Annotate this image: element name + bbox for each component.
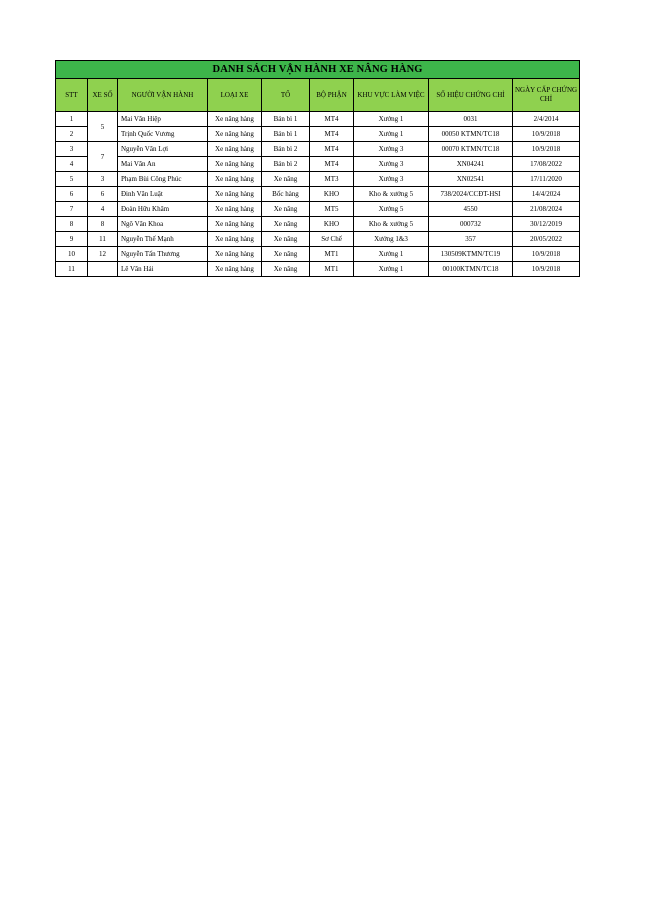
cell-stt: 5 (56, 172, 88, 187)
cell-khu-vuc: Xưởng 5 (354, 202, 429, 217)
cell-stt: 4 (56, 157, 88, 172)
cell-khu-vuc: Xưởng 3 (354, 157, 429, 172)
cell-bo-phan: MT4 (310, 142, 354, 157)
cell-name: Đinh Văn Luật (118, 187, 208, 202)
cell-to: Xe nâng (262, 172, 310, 187)
cell-loai-xe: Xe nâng hàng (208, 127, 262, 142)
cell-to: Xe nâng (262, 247, 310, 262)
cell-to: Bán bì 2 (262, 157, 310, 172)
table-row (56, 232, 580, 247)
cell-loai-xe: Xe nâng hàng (208, 247, 262, 262)
cell-xe-so: 4 (88, 202, 118, 217)
cell-ngay-cap: 17/08/2022 (513, 157, 580, 172)
cell-khu-vuc: Xưởng 3 (354, 172, 429, 187)
cell-khu-vuc: Xưởng 1 (354, 247, 429, 262)
cell-bo-phan: MT4 (310, 127, 354, 142)
cell-bo-phan: Sơ Chế (310, 232, 354, 247)
cell-ngay-cap: 17/11/2020 (513, 172, 580, 187)
cell-bo-phan: MT5 (310, 202, 354, 217)
cell-stt: 2 (56, 127, 88, 142)
cell-loai-xe: Xe nâng hàng (208, 262, 262, 277)
header-nguoi-van-hanh: NGƯỜI VẬN HÀNH (118, 79, 208, 112)
cell-name: Đoàn Hữu Khâm (118, 202, 208, 217)
cell-so-hieu: 0031 (429, 112, 513, 127)
cell-to: Bốc hàng (262, 187, 310, 202)
cell-ngay-cap: 21/08/2024 (513, 202, 580, 217)
cell-bo-phan: KHO (310, 187, 354, 202)
header-xe-so: XE SỐ (88, 79, 118, 112)
cell-khu-vuc: Xưởng 1 (354, 262, 429, 277)
cell-so-hieu: 357 (429, 232, 513, 247)
cell-so-hieu: XN02541 (429, 172, 513, 187)
cell-loai-xe: Xe nâng hàng (208, 112, 262, 127)
cell-stt: 3 (56, 142, 88, 157)
cell-ngay-cap: 2/4/2014 (513, 112, 580, 127)
spreadsheet-page (55, 60, 579, 277)
table-row (56, 247, 580, 262)
cell-name: Mai Văn Hiệp (118, 112, 208, 127)
header-bo-phan: BỘ PHẬN (310, 79, 354, 112)
cell-bo-phan: MT3 (310, 172, 354, 187)
cell-name: Mai Văn An (118, 157, 208, 172)
table-row (56, 262, 580, 277)
cell-xe-so (88, 262, 118, 277)
table-row (56, 127, 580, 142)
cell-name: Nguyễn Thế Mạnh (118, 232, 208, 247)
cell-xe-so: 5 (88, 112, 118, 142)
cell-stt: 10 (56, 247, 88, 262)
cell-khu-vuc: Xưởng 1 (354, 112, 429, 127)
cell-name: Nguyễn Tấn Thương (118, 247, 208, 262)
header-row (56, 79, 580, 112)
cell-bo-phan: MT4 (310, 112, 354, 127)
cell-to: Xe nâng (262, 262, 310, 277)
cell-stt: 7 (56, 202, 88, 217)
header-stt: STT (56, 79, 88, 112)
cell-khu-vuc: Xưởng 1 (354, 127, 429, 142)
table-row (56, 157, 580, 172)
cell-loai-xe: Xe nâng hàng (208, 217, 262, 232)
cell-stt: 8 (56, 217, 88, 232)
header-khu-vuc: KHU VỰC LÀM VIỆC (354, 79, 429, 112)
header-so-hieu: SỐ HIỆU CHỨNG CHỈ (429, 79, 513, 112)
cell-loai-xe: Xe nâng hàng (208, 232, 262, 247)
cell-loai-xe: Xe nâng hàng (208, 157, 262, 172)
cell-stt: 1 (56, 112, 88, 127)
cell-name: Nguyễn Văn Lợi (118, 142, 208, 157)
cell-name: Ngô Văn Khoa (118, 217, 208, 232)
cell-xe-so: 3 (88, 172, 118, 187)
cell-xe-so: 11 (88, 232, 118, 247)
cell-name: Phạm Bùi Công Phúc (118, 172, 208, 187)
table-row (56, 142, 580, 157)
cell-khu-vuc: Kho & xưởng 5 (354, 217, 429, 232)
cell-bo-phan: MT1 (310, 247, 354, 262)
cell-to: Xe nâng (262, 217, 310, 232)
cell-ngay-cap: 14/4/2024 (513, 187, 580, 202)
header-ngay-cap: NGÀY CẤP CHỨNG CHỈ (513, 79, 580, 112)
table-row (56, 202, 580, 217)
cell-ngay-cap: 10/9/2018 (513, 262, 580, 277)
cell-so-hieu: 4550 (429, 202, 513, 217)
cell-loai-xe: Xe nâng hàng (208, 172, 262, 187)
cell-bo-phan: MT4 (310, 157, 354, 172)
cell-ngay-cap: 10/9/2018 (513, 247, 580, 262)
cell-stt: 6 (56, 187, 88, 202)
cell-bo-phan: KHO (310, 217, 354, 232)
cell-ngay-cap: 10/9/2018 (513, 127, 580, 142)
cell-so-hieu: 130509KTMN/TC19 (429, 247, 513, 262)
cell-loai-xe: Xe nâng hàng (208, 187, 262, 202)
sheet-title: DANH SÁCH VẬN HÀNH XE NÂNG HÀNG (56, 61, 580, 79)
cell-loai-xe: Xe nâng hàng (208, 202, 262, 217)
cell-so-hieu: 00050 KTMN/TC18 (429, 127, 513, 142)
table-row (56, 172, 580, 187)
table-row (56, 112, 580, 127)
cell-bo-phan: MT1 (310, 262, 354, 277)
cell-xe-so: 8 (88, 217, 118, 232)
cell-khu-vuc: Xưởng 1&3 (354, 232, 429, 247)
cell-so-hieu: 00070 KTMN/TC18 (429, 142, 513, 157)
cell-ngay-cap: 10/9/2018 (513, 142, 580, 157)
cell-ngay-cap: 30/12/2019 (513, 217, 580, 232)
cell-stt: 11 (56, 262, 88, 277)
cell-loai-xe: Xe nâng hàng (208, 142, 262, 157)
cell-ngay-cap: 20/05/2022 (513, 232, 580, 247)
cell-xe-so: 6 (88, 187, 118, 202)
cell-to: Bán bì 1 (262, 112, 310, 127)
cell-to: Bán bì 1 (262, 127, 310, 142)
cell-name: Trịnh Quốc Vương (118, 127, 208, 142)
cell-to: Bán bì 2 (262, 142, 310, 157)
cell-so-hieu: 00100KTMN/TC18 (429, 262, 513, 277)
cell-stt: 9 (56, 232, 88, 247)
table-row (56, 217, 580, 232)
operator-table (55, 60, 580, 277)
cell-so-hieu: 000732 (429, 217, 513, 232)
cell-xe-so: 12 (88, 247, 118, 262)
cell-khu-vuc: Xưởng 3 (354, 142, 429, 157)
cell-to: Xe nâng (262, 232, 310, 247)
table-row (56, 187, 580, 202)
cell-xe-so: 7 (88, 142, 118, 172)
cell-so-hieu: 738/2024/CCĐT-HSI (429, 187, 513, 202)
cell-khu-vuc: Kho & xưởng 5 (354, 187, 429, 202)
cell-so-hieu: XN04241 (429, 157, 513, 172)
cell-to: Xe nâng (262, 202, 310, 217)
header-to: TỔ (262, 79, 310, 112)
header-loai-xe: LOẠI XE (208, 79, 262, 112)
cell-name: Lê Văn Hải (118, 262, 208, 277)
